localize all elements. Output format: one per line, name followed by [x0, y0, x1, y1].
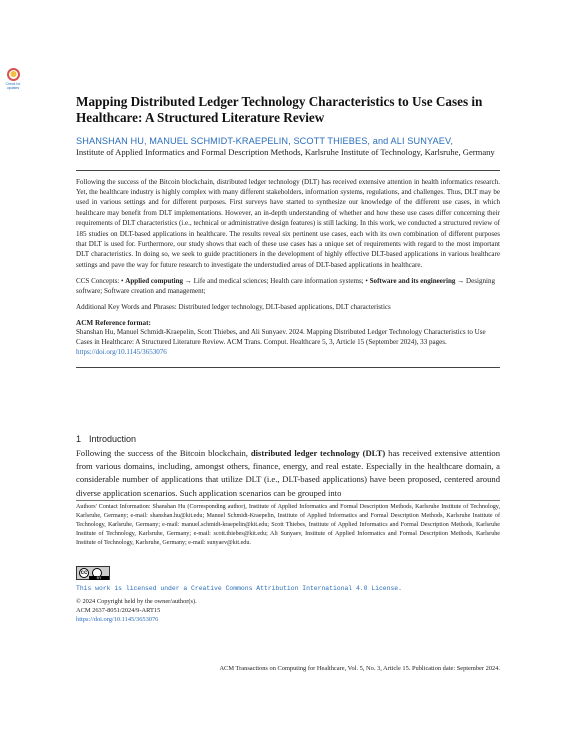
divider [76, 367, 500, 368]
license-link[interactable]: This work is licensed under a Creative Commons Attribution International 4.0 License. [76, 585, 402, 592]
paper-title: Mapping Distributed Ledger Technology Characteristics to Use Cases in Healthcare: A Structured Literature Review [76, 94, 483, 125]
badge-caption: Check for updates [5, 82, 21, 90]
cc-by-license-logo[interactable] [76, 566, 110, 580]
section-number: 1 [76, 434, 82, 444]
divider [76, 170, 500, 171]
para-start: Following the success of the Bitcoin blockchain, [76, 448, 251, 458]
check-for-updates-badge[interactable] [4, 68, 22, 90]
copyright-line: © 2024 Copyright held by the owner/author(s). [76, 598, 197, 605]
abstract: Following the success of the Bitcoin blockchain, distributed ledger technology (DLT) has received extensive attention in health informatics research. Yet, the healthcare industry is highly complex with many different stakeholders, information systems, regulations, and challenges. Thus, DLT may be used in various settings and for different purposes. First surveys have started to synthesize our knowledge of the different use cases, in which healthcare may benefit from DLT implementations. However, an in-depth understanding of whether and how these use cases differ concerning their requirements of DLT characteristics (i.e., technical or administrative design features) is still lacking. In this work, we conducted a structured review of 185 studies on DLT-based applications in healthcare. The results reveal six pertinent use cases, each with its own combination of different purposes that DLT is used for. Furthermore, our study shows that each of these use cases has a unique set of requirements with regard to the most important DLT characteristics. In doing so, we seek to guide practitioners in the development of highly effective DLT-based applications in various healthcare settings and pave the way for future research to investigate the understudied areas of DLT-based applications in healthcare. [76, 177, 500, 269]
footnote-divider [76, 500, 500, 501]
author-contact-footnote: Authors' Contact Information: Shanshan Hu (Corresponding author), Institute of Applied Informatics and Formal Description Methods, Karlsruhe Institute of Technology, Karlsruhe, Germany; e-mail: shanshan.hu@kit.edu; Manuel Schmidt-Kraepelin, Institute of Applied Informatics and Formal Description Methods, Karlsruhe Institute of Technology, Karlsruhe, Germany; e-mail: manuel.schmidt-kraepelin@kit.edu; Scott Thiebes, Institute of Applied Informatics and Formal Description Methods, Karlsruhe Institute of Technology, Karlsruhe, Germany; e-mail: scott.thiebes@kit.edu; Ali Sunyaev, Institute of Applied Informatics and Formal Description Methods, Karlsruhe Institute of Technology, Karlsruhe, Germany; e-mail: sunyaev@kit.edu. [76, 504, 500, 546]
acm-reference-heading: ACM Reference format: [76, 319, 151, 328]
acm-id-line: ACM 2637-8051/2024/9-ART15 [76, 607, 161, 615]
acm-reference [76, 327, 500, 357]
cc-icon: cc [80, 570, 88, 576]
para-bold-term: distributed ledger technology (DLT) [250, 448, 386, 458]
introduction-section [76, 434, 500, 500]
doi-link[interactable]: https://doi.org/10.1145/3653076 [76, 348, 167, 357]
acm-reference-text: Shanshan Hu, Manuel Schmidt-Kraepelin, Scott Thiebes, and Ali Sunyaev. 2024. Mapping Distributed Ledger Technology Characteristics to Use Cases in Healthcare: A Structured Literature Review. ACM Trans. Comput. Healthcare 5, 3, Article 15 (September 2024), 33 pages. [76, 328, 486, 347]
copyright-doi-link[interactable]: https://doi.org/10.1145/3653076 [76, 616, 159, 624]
ccs-term-1: Applied computing [125, 277, 184, 286]
introduction-paragraph [76, 447, 500, 500]
para-rest: has received extensive attention from various domains, including, amongst others, finance, energy, and real estate. Especially in the healthcare domain, a considerable number of applications that utilize DLT (i.e., DLT-based applications) have been proposed, centered around diverse application scenarios. Such application scenarios can be grouped into [76, 448, 500, 498]
keywords: Additional Key Words and Phrases: Distributed ledger technology, DLT-based applications, DLT characteristics [76, 303, 391, 312]
ccs-term-2: Software and its engineering [369, 277, 456, 286]
by-icon: BY [89, 576, 109, 580]
section-heading [76, 434, 500, 444]
journal-footer: ACM Transactions on Computing for Healthcare, Vol. 5, No. 3, Article 15. Publication date: September 2024. [219, 665, 500, 672]
section-title: Introduction [89, 434, 137, 444]
author-list[interactable]: SHANSHAN HU, MANUEL SCHMIDT-KRAEPELIN, SCOTT THIEBES, and ALI SUNYAEV, [76, 136, 453, 146]
ccs-concepts [76, 276, 500, 296]
affiliation: Institute of Applied Informatics and Formal Description Methods, Karlsruhe Institute of Technology, Karlsruhe, Germany [76, 147, 495, 157]
ccs-rest-1: → Life and medical sciences; Health care information systems; • [183, 277, 370, 286]
cc-by-icon [76, 566, 110, 580]
ccs-rest-2: → Designing software; Software creation and management; [76, 277, 495, 296]
copyright-block [76, 597, 197, 625]
check-for-updates-icon [7, 68, 20, 81]
article-front-matter [76, 94, 500, 374]
ccs-label: CCS Concepts: • [76, 277, 126, 286]
